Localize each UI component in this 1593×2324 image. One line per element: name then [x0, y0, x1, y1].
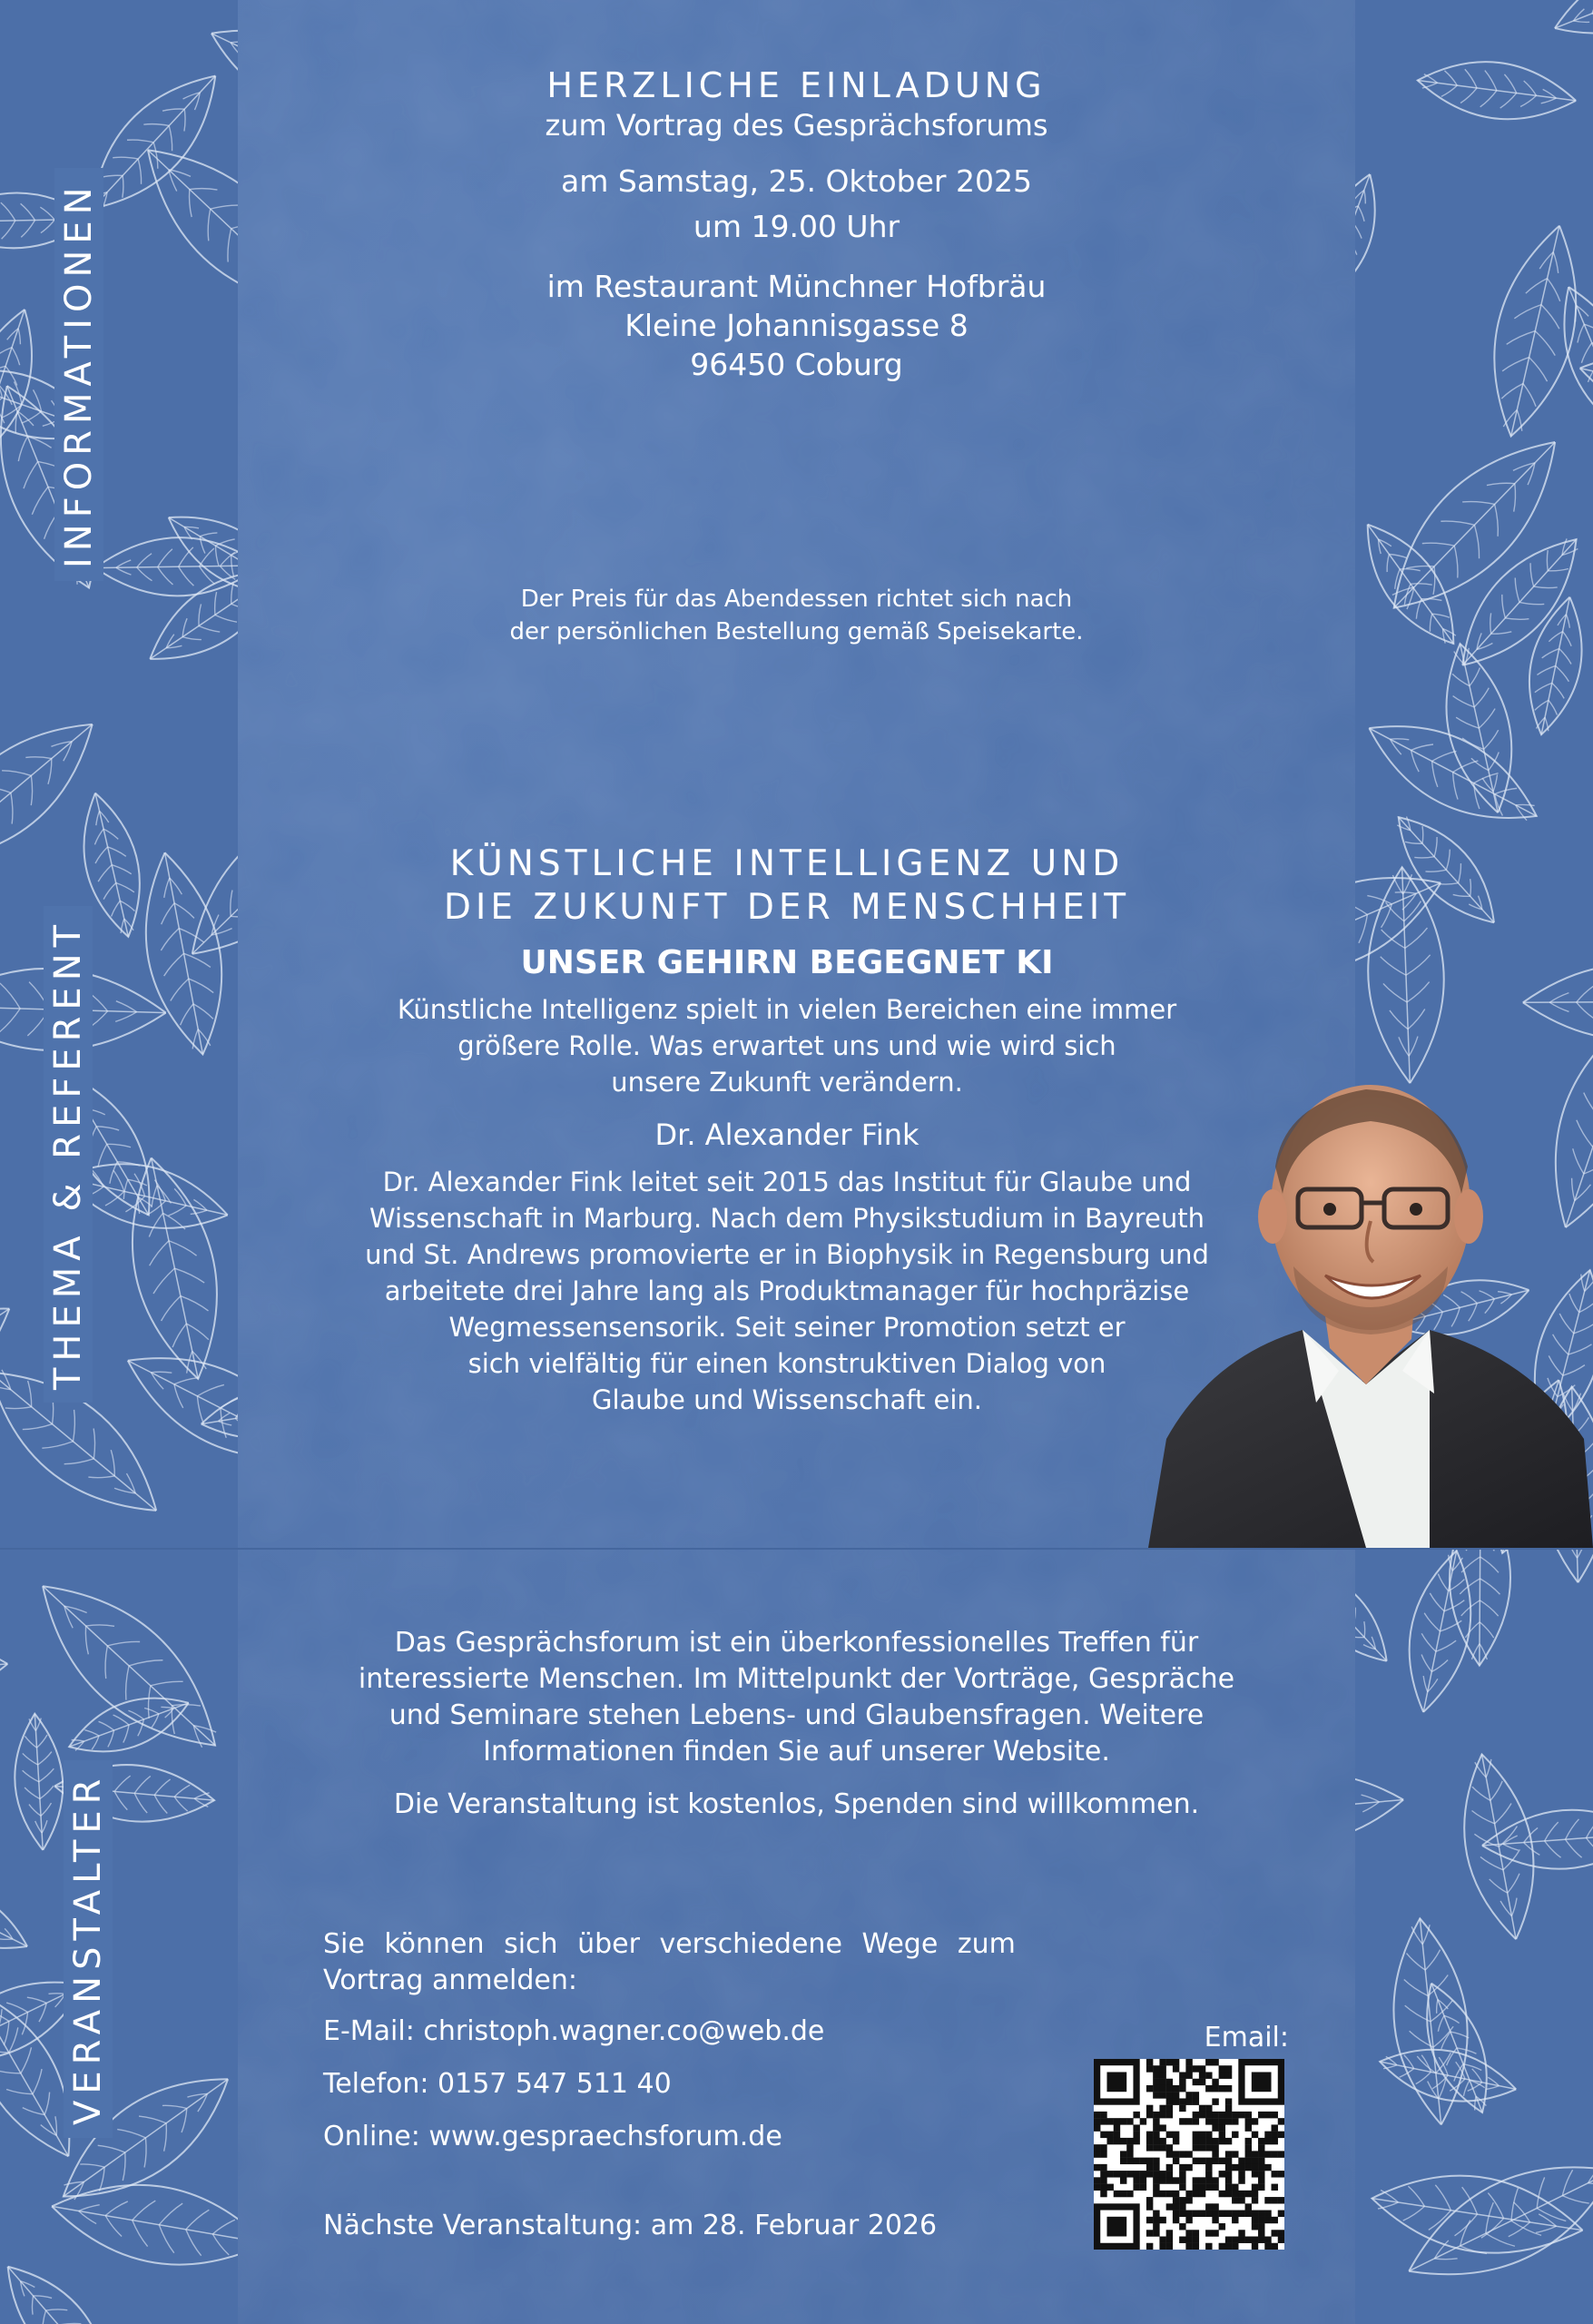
- intro-line: größere Rolle. Was erwartet uns und wie wird sich: [457, 1030, 1116, 1061]
- leaf-shape: [90, 76, 215, 210]
- leaf-shape: [1355, 1774, 1403, 1843]
- contact-email[interactable]: E-Mail: christoph.wagner.co@web.de: [323, 2015, 825, 2047]
- leaf-shape: [148, 150, 238, 309]
- topic-headline: UNSER GEHIRN BEGEGNET KI: [520, 944, 1054, 981]
- leaf-shape: [1464, 1754, 1533, 1939]
- leaf-shape: [43, 1586, 216, 1748]
- about-line: und Seminare stehen Lebens- und Glaubensfragen. Weitere: [388, 1699, 1205, 1731]
- leaf-shape: [1462, 538, 1578, 665]
- price-note: [238, 583, 1355, 648]
- leaf-shape: [1564, 287, 1593, 436]
- about-line: Das Gesprächsforum ist ein überkonfessionelles Treffen für: [394, 1627, 1199, 1659]
- leaf-shape: [15, 1714, 63, 1850]
- leaf-shape: [1446, 644, 1511, 812]
- bio-line: Wegmessensensorik. Seit seiner Promotion setzt er: [448, 1312, 1126, 1343]
- contact-phone[interactable]: Telefon: 0157 547 511 40: [323, 2068, 672, 2100]
- qr-code-graphic: [1094, 2059, 1284, 2250]
- leaf-shape: [1368, 525, 1456, 644]
- topic-title-line: DIE ZUKUNFT DER MENSCHHEIT: [443, 887, 1131, 928]
- leaf-shape: [1355, 1566, 1387, 1661]
- leaf-shape: [1523, 965, 1593, 1039]
- leaf-shape: [0, 1885, 27, 1948]
- free-note: Die Veranstaltung ist kostenlos, Spenden sind willkommen.: [393, 1788, 1200, 1820]
- left-leaf-panel: [0, 0, 238, 2324]
- bio-line: und St. Andrews promovierte er in Biophysik in Regensburg und: [365, 1239, 1209, 1270]
- organizer-about: [238, 1625, 1355, 1823]
- leaf-shape: [0, 1635, 7, 1710]
- leaf-shape: [1410, 1551, 1471, 1712]
- invitation-title: HERZLICHE EINLADUNG: [546, 65, 1047, 105]
- speaker-photo: [1130, 1058, 1593, 1548]
- event-time: um 19.00 Uhr: [693, 209, 900, 244]
- speaker-name: Dr. Alexander Fink: [654, 1118, 919, 1152]
- venue-city: 96450 Coburg: [690, 347, 903, 382]
- leaf-shape: [1555, 0, 1593, 33]
- leaf-shape: [128, 1358, 238, 1460]
- bio-line: Wissenschaft in Marburg. Nach dem Physikstudium in Bayreuth: [369, 1203, 1205, 1234]
- leaf-shape: [69, 1699, 189, 1752]
- venue-street: Kleine Johannisgasse 8: [624, 308, 969, 343]
- side-label-veranstalter: VERANSTALTER: [64, 1760, 113, 2138]
- bio-line: arbeitete drei Jahre lang als Produktmanager für hochpräzise: [384, 1275, 1190, 1306]
- price-line: Der Preis für das Abendessen richtet sich nach: [520, 586, 1073, 613]
- event-date: am Samstag, 25. Oktober 2025: [561, 163, 1032, 199]
- invitation-section: [238, 64, 1355, 384]
- contact-online[interactable]: Online: www.gespraechsforum.de: [323, 2121, 782, 2152]
- leaf-shape: [202, 1388, 238, 1439]
- section-divider: [0, 1548, 1593, 1550]
- leaf-shape: [169, 517, 238, 596]
- invitation-subtitle: zum Vortrag des Gesprächsforums: [545, 108, 1048, 143]
- leaf-shape: [1372, 2176, 1582, 2253]
- topic-title-line: KÜNSTLICHE INTELLIGENZ UND: [449, 843, 1125, 884]
- leaf-shape: [0, 724, 93, 864]
- intro-line: Künstliche Intelligenz spielt in vielen Bereichen eine immer: [397, 994, 1177, 1025]
- leaf-shape: [211, 31, 238, 111]
- side-label-informationen: INFORMATIONEN: [54, 168, 103, 581]
- leaf-shape: [1529, 597, 1582, 734]
- registration-info: [323, 1926, 1067, 2244]
- leaf-shape: [1580, 356, 1593, 413]
- bio-line: sich vielfältig für einen konstruktiven Dialog von: [467, 1348, 1106, 1379]
- speaker-portrait: [1130, 1058, 1593, 1548]
- side-label-thema: THEMA & REFERENT: [44, 906, 93, 1403]
- leaf-shape: [52, 2185, 238, 2265]
- leaf-shape: [146, 852, 221, 1054]
- qr-label: Email:: [1204, 2022, 1289, 2053]
- register-line: Vortrag anmelden:: [323, 1965, 577, 1996]
- bio-line: Dr. Alexander Fink leitet seit 2015 das Institut für Glaube und: [382, 1167, 1192, 1197]
- intro-line: unsere Zukunft verändern.: [611, 1067, 963, 1098]
- leaf-shape: [150, 568, 238, 659]
- leaf-shape: [1418, 62, 1576, 119]
- bio-line: Glaube und Wissenschaft ein.: [591, 1384, 983, 1415]
- next-event: Nächste Veranstaltung: am 28. Februar 2026: [323, 2210, 938, 2241]
- leaf-pattern: [0, 0, 238, 2324]
- venue-name: im Restaurant Münchner Hofbräu: [546, 269, 1047, 304]
- qr-code-icon[interactable]: [1094, 2059, 1284, 2250]
- leaf-shape: [192, 802, 238, 953]
- leaf-shape: [1397, 817, 1494, 923]
- leaf-shape: [0, 1991, 69, 2157]
- price-line: der persönlichen Bestellung gemäß Speisekarte.: [509, 618, 1084, 645]
- leaf-shape: [1409, 2165, 1593, 2274]
- register-line: Sie können sich über verschiedene Wege zum: [323, 1928, 1016, 1960]
- leaf-shape: [1355, 174, 1375, 301]
- leaf-shape: [1368, 867, 1443, 1083]
- leaf-shape: [133, 1157, 217, 1378]
- about-line: interessierte Menschen. Im Mittelpunkt der Vorträge, Gespräche: [358, 1663, 1235, 1695]
- about-line: Informationen finden Sie auf unserer Website.: [483, 1736, 1110, 1768]
- leaf-shape: [8, 2267, 111, 2324]
